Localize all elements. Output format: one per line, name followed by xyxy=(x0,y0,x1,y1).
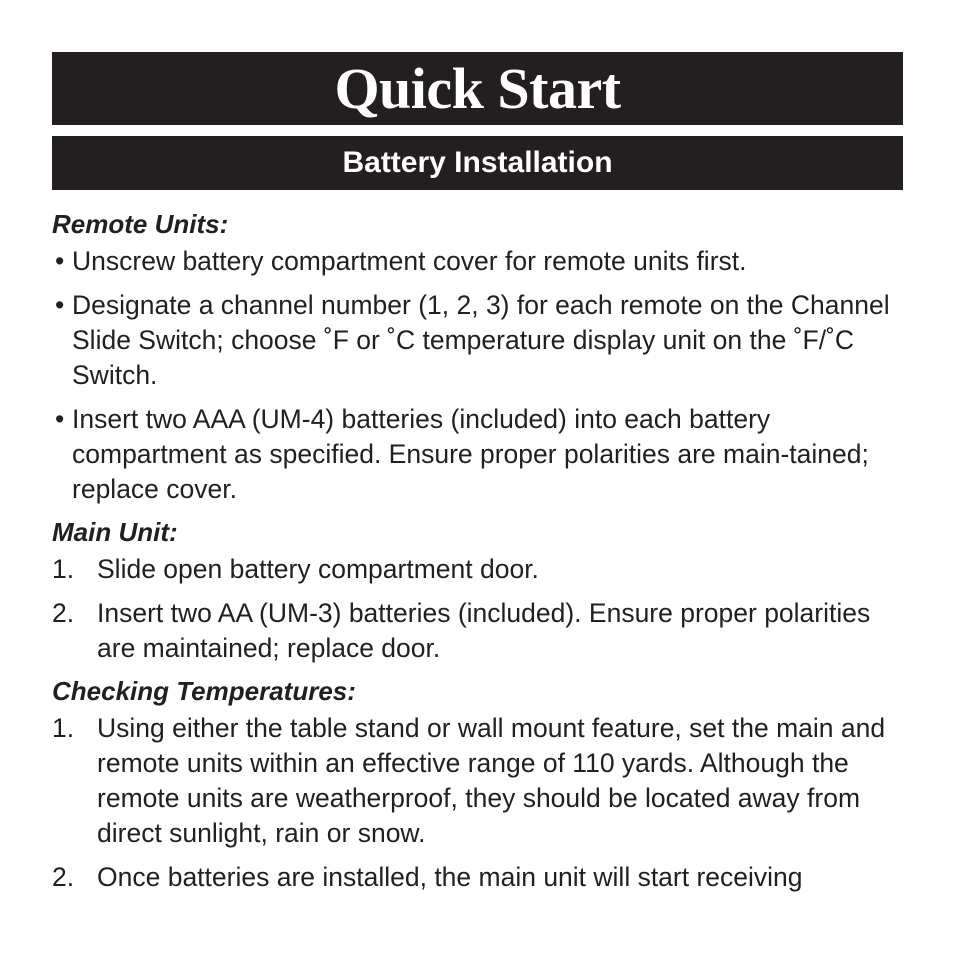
step-number: 1. xyxy=(52,554,75,584)
step-text: Once batteries are installed, the main unit will start receiving xyxy=(97,862,803,892)
list-item xyxy=(52,288,903,393)
remote-units-list xyxy=(52,244,903,507)
step-item xyxy=(52,860,903,895)
list-item xyxy=(52,402,903,507)
step-item xyxy=(52,552,903,587)
list-item-text: Insert two AAA (UM-4) batteries (included) into each battery compartment as specified. Ensure proper polarities are main-tained; replace cover. xyxy=(72,404,869,504)
section-title: Battery Installation xyxy=(342,146,613,179)
step-number: 2. xyxy=(52,598,75,628)
remote-units-heading: Remote Units: xyxy=(52,209,229,239)
step-number: 1. xyxy=(52,713,75,743)
step-text: Using either the table stand or wall mount feature, set the main and remote units within an effective range of 110 yards. Although the remote units are weatherproof, they should be located away from direct sunlight, rain or snow. xyxy=(97,713,886,848)
list-item-text: Unscrew battery compartment cover for remote units first. xyxy=(72,246,747,276)
title-banner xyxy=(52,52,903,125)
bullet-icon: • xyxy=(55,246,65,276)
step-item xyxy=(52,596,903,666)
list-item xyxy=(52,244,903,279)
manual-page xyxy=(52,52,903,904)
main-unit-heading: Main Unit: xyxy=(52,517,178,547)
instructions-body xyxy=(52,208,903,895)
bullet-icon: • xyxy=(55,404,65,434)
step-text: Insert two AA (UM-3) batteries (included). Ensure proper polarities are maintained; replace door. xyxy=(97,598,871,663)
checking-temperatures-steps xyxy=(52,711,903,895)
checking-temperatures-heading: Checking Temperatures: xyxy=(52,676,356,706)
list-item-text: Designate a channel number (1, 2, 3) for each remote on the Channel Slide Switch; choose ˚F or ˚C temperature display unit on the ˚F/˚C Switch. xyxy=(72,290,890,390)
main-unit-section xyxy=(52,516,903,666)
step-item xyxy=(52,711,903,851)
checking-temperatures-section xyxy=(52,675,903,895)
section-banner xyxy=(52,136,903,190)
main-unit-steps xyxy=(52,552,903,666)
step-number: 2. xyxy=(52,862,75,892)
step-text: Slide open battery compartment door. xyxy=(97,554,539,584)
remote-units-section xyxy=(52,208,903,507)
bullet-icon: • xyxy=(55,290,65,320)
page-title: Quick Start xyxy=(334,55,621,121)
